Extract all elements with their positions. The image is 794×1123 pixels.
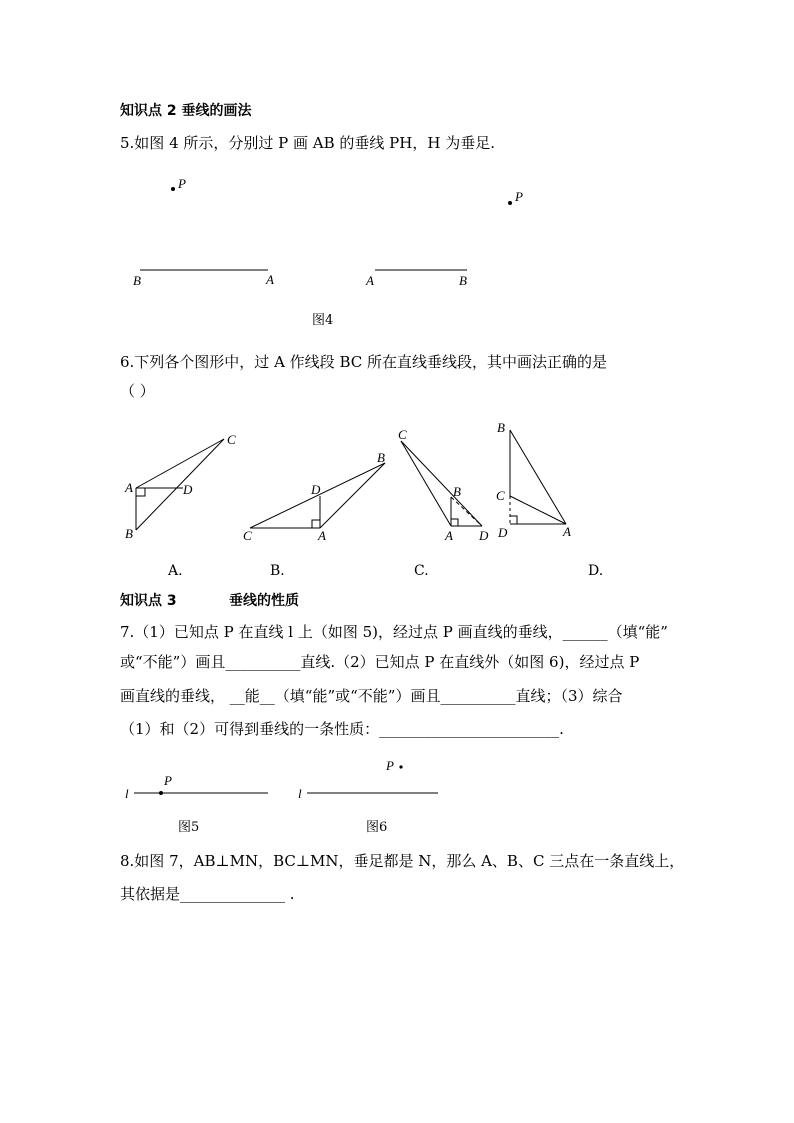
q6-figure-b xyxy=(243,450,385,543)
option-b[interactable]: B. xyxy=(270,563,285,579)
section-2-heading: 知识点 2 垂线的画法 xyxy=(120,103,252,119)
q6-figure-c xyxy=(398,427,489,543)
label-b-2: B xyxy=(459,273,467,288)
figure-5 xyxy=(125,773,268,801)
svg-text:C: C xyxy=(243,528,252,543)
question-6-line-2: （ ） xyxy=(120,382,155,400)
question-7-line-1: 7.（1）已知点 P 在直线 l 上（如图 5)，经过点 P 画直线的垂线，______（填“能” xyxy=(120,623,668,641)
section-3-heading: 知识点 3 xyxy=(120,593,177,609)
point-p-dot-2 xyxy=(508,201,512,205)
question-8-line-2: 其依据是______________ . xyxy=(120,885,295,903)
svg-text:D: D xyxy=(183,482,193,497)
label-b: B xyxy=(133,273,141,288)
svg-text:l: l xyxy=(298,786,302,801)
figure-4-caption: 图4 xyxy=(312,313,334,328)
point-p-dot xyxy=(171,187,175,191)
svg-text:B: B xyxy=(377,450,385,465)
svg-text:B: B xyxy=(453,484,461,499)
option-c[interactable]: C. xyxy=(414,563,429,579)
svg-text:B: B xyxy=(497,420,505,435)
option-a[interactable]: A. xyxy=(168,563,183,579)
svg-text:B: B xyxy=(125,526,133,541)
label-p: P xyxy=(178,176,186,191)
svg-text:A: A xyxy=(563,524,571,539)
svg-text:C: C xyxy=(398,427,407,442)
label-a: A xyxy=(266,272,274,287)
svg-text:D: D xyxy=(498,525,508,540)
svg-text:A: A xyxy=(318,528,326,543)
svg-text:D: D xyxy=(479,528,489,543)
label-a-2: A xyxy=(366,273,374,288)
svg-text:P: P xyxy=(164,773,172,788)
figure-6-caption: 图6 xyxy=(366,820,388,835)
q6-figure-a xyxy=(124,432,236,541)
svg-text:A: A xyxy=(125,480,133,495)
question-7-line-2: 或“不能”）画且__________直线.（2）已知点 P 在直线外（如图 6)，经过点 P xyxy=(120,653,640,671)
label-p-2: P xyxy=(515,189,523,204)
svg-text:P: P xyxy=(386,758,394,773)
svg-text:l: l xyxy=(125,786,129,801)
svg-text:D: D xyxy=(311,482,321,497)
svg-text:C: C xyxy=(227,432,236,447)
question-7-line-3: 画直线的垂线， __能__（填“能”或“不能”）画且__________直线；（3）综合 xyxy=(120,687,623,705)
svg-text:A: A xyxy=(445,528,453,543)
figure-6 xyxy=(298,758,438,801)
section-3-title: 垂线的性质 xyxy=(229,593,299,609)
q6-figure-d xyxy=(496,420,571,540)
figure-5-caption: 图5 xyxy=(178,820,200,835)
question-5-text: 5.如图 4 所示，分别过 P 画 AB 的垂线 PH，H 为垂足. xyxy=(120,134,495,152)
question-7-line-4: （1）和（2）可得到垂线的一条性质：________________________. xyxy=(120,720,564,738)
svg-text:C: C xyxy=(496,488,505,503)
question-6-line-1: 6.下列各个图形中，过 A 作线段 BC 所在直线垂线段，其中画法正确的是 xyxy=(120,353,607,371)
question-8-line-1: 8.如图 7，AB⊥MN，BC⊥MN，垂足都是 N，那么 A、B、C 三点在一条直线上， xyxy=(120,852,685,870)
option-d[interactable]: D. xyxy=(588,563,604,579)
